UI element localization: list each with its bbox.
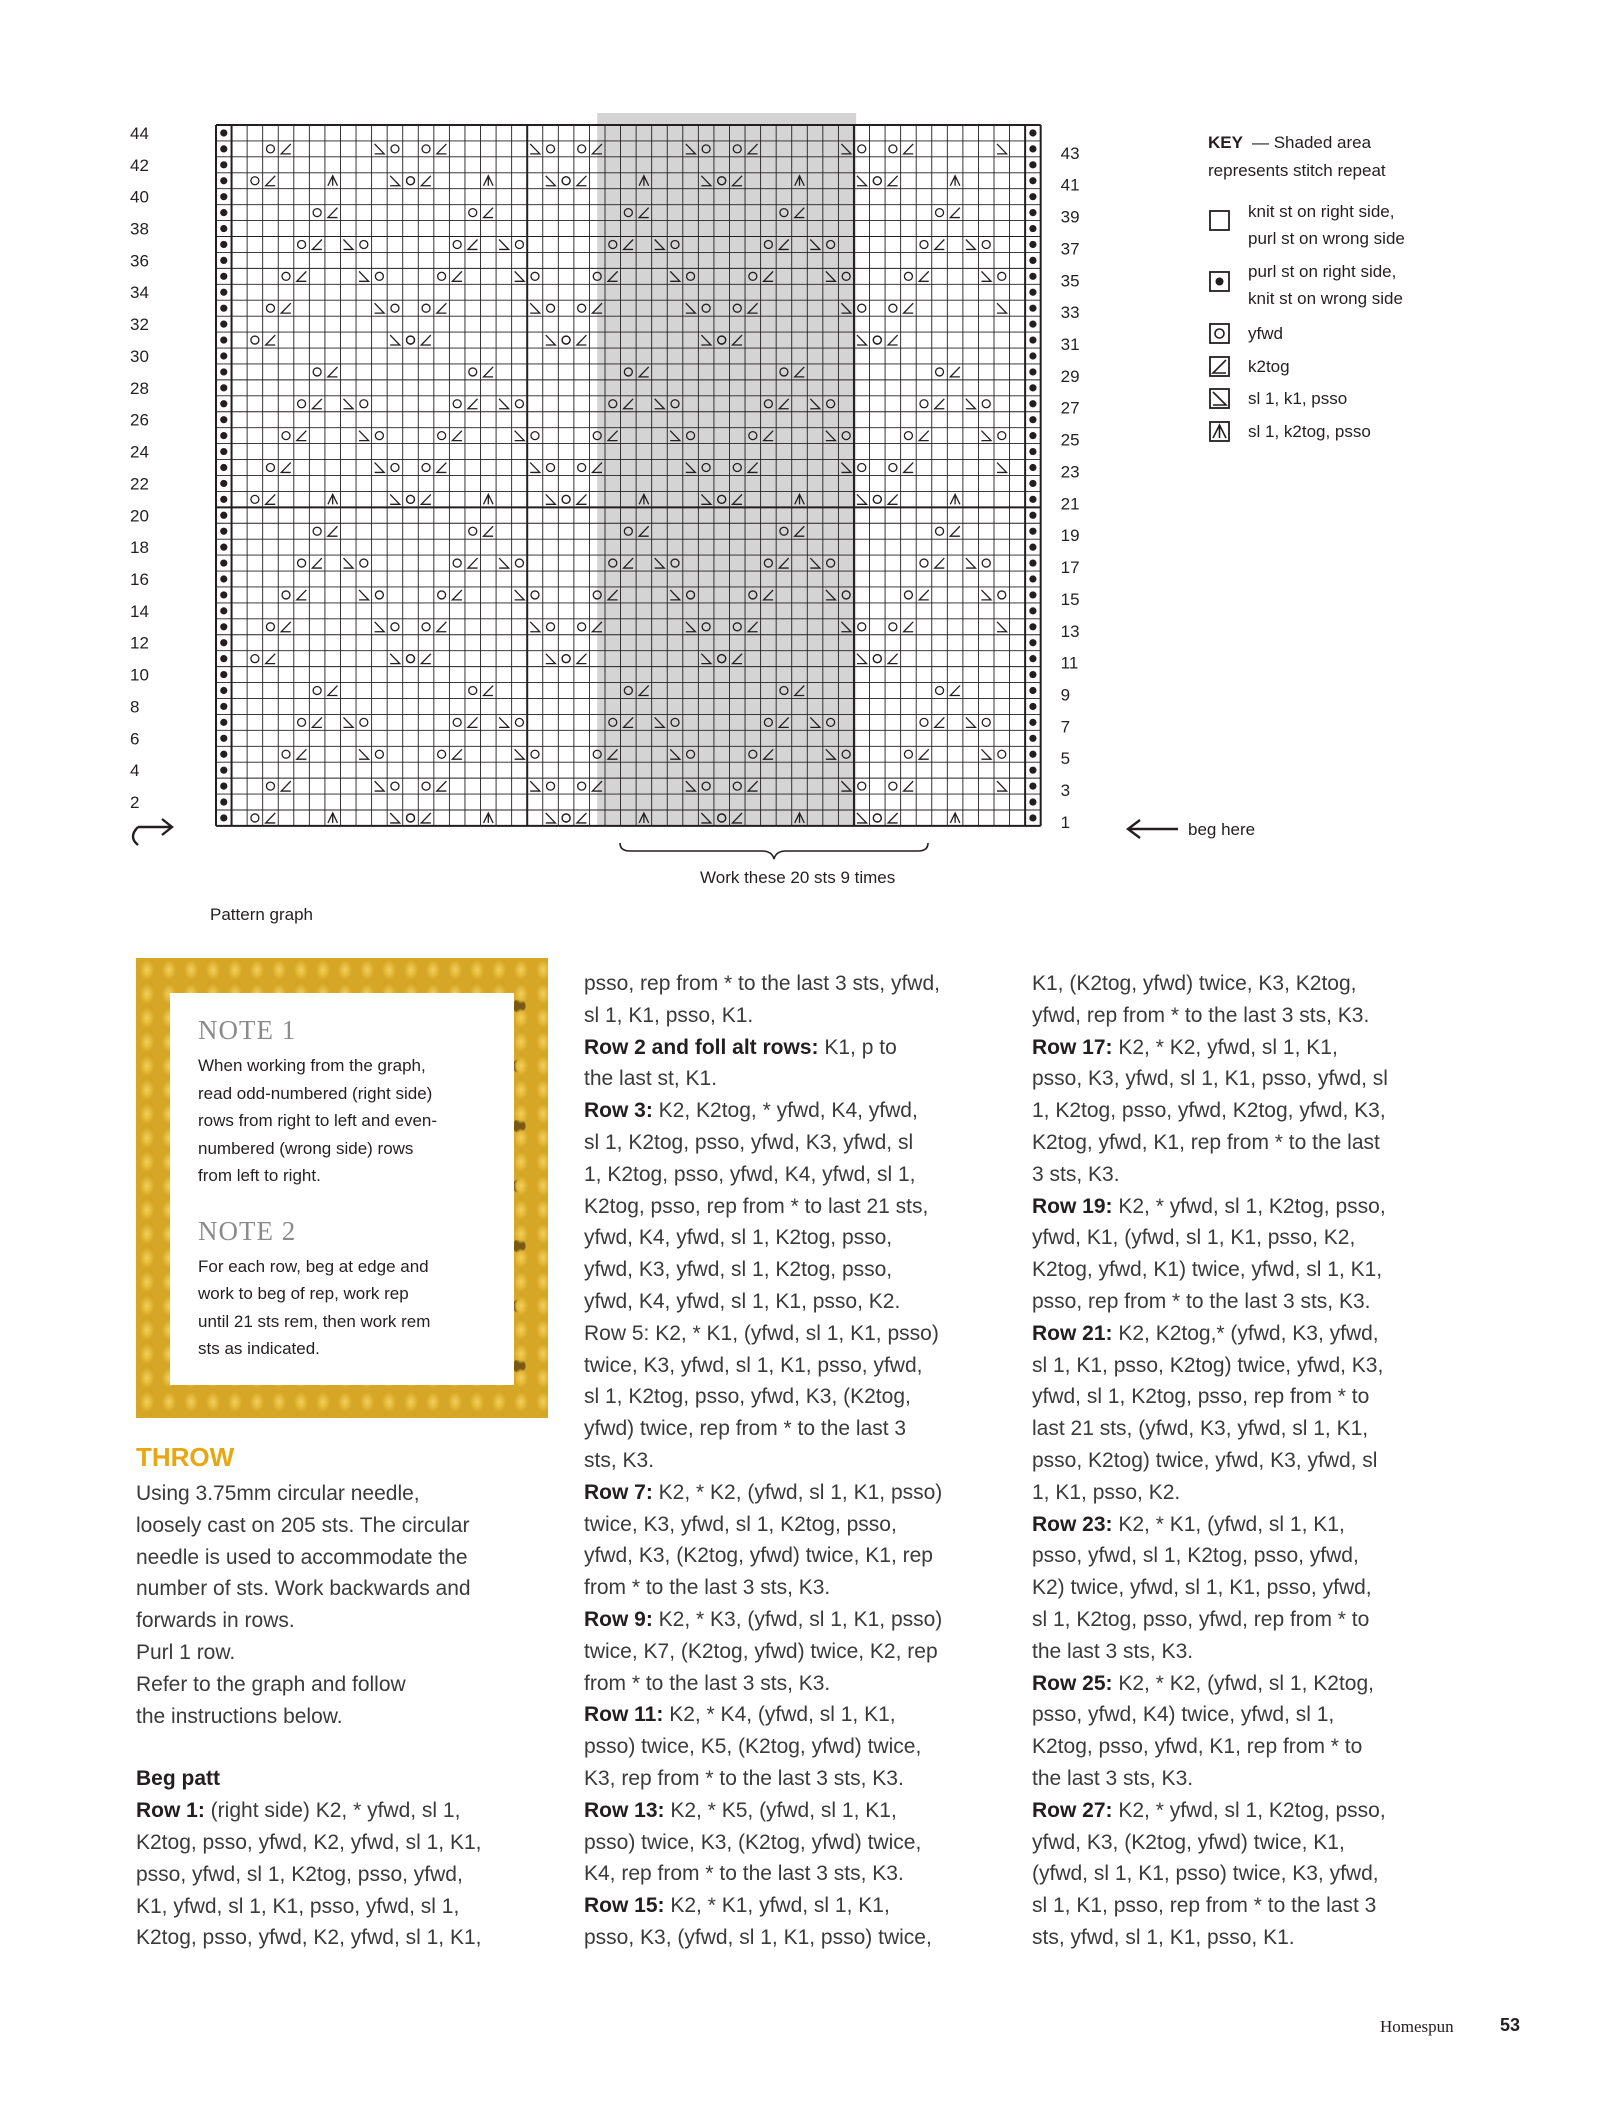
instruction-line: K2tog, psso, yfwd, K1, rep from * to [1032, 1735, 1363, 1759]
instruction-line: yfwd, K3, (K2tog, yfwd) twice, K1, rep [584, 1544, 933, 1568]
instruction-line: K2) twice, yfwd, sl 1, K1, psso, yfwd, [1032, 1576, 1372, 1600]
wrong-side-start-arrow-icon [133, 819, 172, 845]
instruction-line: K2tog, yfwd, K1) twice, yfwd, sl 1, K1, [1032, 1258, 1383, 1282]
row-label: Row 9: [584, 1607, 653, 1631]
instruction-line: K2tog, yfwd, K1, rep from * to the last [1032, 1130, 1380, 1154]
row-number: 37 [1060, 239, 1080, 259]
instruction-line: 1, K1, psso, K2. [1032, 1480, 1181, 1504]
instruction-line: yfwd, K3, yfwd, sl 1, K2tog, psso, [584, 1258, 893, 1282]
row-number: 25 [1060, 430, 1080, 450]
instruction-line: psso) twice, K5, (K2tog, yfwd) twice, [584, 1735, 922, 1759]
row-number: 33 [1060, 303, 1080, 323]
note-2-title: NOTE 2 [198, 1215, 297, 1246]
odd-row-numbers [1061, 144, 1080, 832]
row-number: 39 [1060, 207, 1080, 227]
instruction-line: Row 7: K2, * K2, (yfwd, sl 1, K1, psso) [584, 1480, 943, 1504]
instruction-line: sl 1, K2tog, psso, yfwd, K3, (K2tog, [584, 1385, 911, 1409]
key-sl1-k2tog-psso: sl 1, k2tog, psso [1248, 422, 1371, 441]
instruction-line: Row 5: K2, * K1, (yfwd, sl 1, K1, psso) [584, 1321, 939, 1345]
row-number: 41 [1060, 175, 1080, 195]
row-label: Row 17: [1032, 1035, 1113, 1059]
row-number: 18 [130, 538, 149, 558]
instruction-line: sl 1, K2tog, psso, yfwd, rep from * to [1032, 1607, 1370, 1631]
instruction-line: K4, rep from * to the last 3 sts, K3. [584, 1862, 904, 1886]
key-k2tog: k2tog [1248, 357, 1290, 376]
row-number: 38 [130, 219, 149, 239]
instruction-line: Row 27: K2, * yfwd, sl 1, K2tog, psso, [1032, 1798, 1386, 1822]
instruction-line: psso, K2tog) twice, yfwd, K3, yfwd, sl [1032, 1448, 1378, 1472]
instruction-line: psso, rep from * to the last 3 sts, yfwd, [584, 972, 940, 995]
row-number: 17 [1060, 558, 1080, 578]
instruction-line: Row 17: K2, * K2, yfwd, sl 1, K1, [1032, 1035, 1338, 1059]
row-label: Row 11: [584, 1703, 664, 1727]
instruction-line: sts, K3. [584, 1448, 655, 1472]
instruction-line: psso) twice, K3, (K2tog, yfwd) twice, [584, 1830, 922, 1854]
key-sl1-k1-psso: sl 1, k1, psso [1248, 389, 1348, 408]
instruction-line: the last 3 sts, K3. [1032, 1639, 1194, 1663]
row-label: Row 19: [1032, 1194, 1113, 1218]
row-number: 5 [1060, 749, 1071, 769]
instruction-line: (yfwd, sl 1, K1, psso) twice, K3, yfwd, [1032, 1862, 1379, 1886]
row-number: 1 [1060, 812, 1071, 832]
instruction-line: sl 1, K2tog, psso, yfwd, K3, yfwd, sl [584, 1130, 914, 1154]
row-label: Row 3: [584, 1099, 653, 1123]
note-2-body: For each row, beg at edge and work to beg of rep, work rep until 21 sts rem, then work rem sts as indicated. [198, 1256, 431, 1358]
row-number: 28 [130, 378, 149, 398]
row-number: 4 [130, 761, 140, 781]
row-label: Row 25: [1032, 1671, 1113, 1695]
key-purl-line2: knit st on wrong side [1248, 289, 1403, 308]
key-purl-line1: purl st on right side, [1248, 262, 1397, 281]
row-label: Row 15: [584, 1894, 665, 1918]
row-number: 32 [130, 315, 149, 335]
instruction-line: Row 23: K2, * K1, (yfwd, sl 1, K1, [1032, 1512, 1345, 1536]
row-label: Row 7: [584, 1480, 653, 1504]
instruction-line: psso, rep from * to the last 3 sts, K3. [1032, 1289, 1371, 1313]
key-subtitle-1: — Shaded area [1252, 133, 1372, 152]
row-number: 14 [130, 601, 149, 621]
row-number: 10 [130, 665, 149, 685]
instruction-line: Row 19: K2, * yfwd, sl 1, K2tog, psso, [1032, 1194, 1386, 1218]
page-number: 53 [1500, 2015, 1521, 2035]
dot-square-icon [1210, 272, 1229, 291]
row-number: 9 [1060, 685, 1071, 705]
instruction-line: yfwd, rep from * to the last 3 sts, K3. [1032, 1003, 1370, 1027]
instruction-line: Row 11: K2, * K4, (yfwd, sl 1, K1, [584, 1703, 896, 1727]
row-number: 8 [130, 697, 140, 717]
row-number: 22 [130, 474, 149, 494]
row-number: 6 [130, 729, 140, 749]
row-number: 19 [1060, 526, 1080, 546]
row-label: Row 23: [1032, 1512, 1113, 1536]
note-1-body: When working from the graph, read odd-numbered (right side) rows from right to left and even- numbered (wrong side) rows from left to right. [198, 1056, 438, 1185]
k2tog-icon [1210, 357, 1229, 376]
instruction-line: twice, K7, (K2tog, yfwd) twice, K2, rep [584, 1639, 938, 1663]
instruction-line: Row 15: K2, * K1, yfwd, sl 1, K1, [584, 1894, 890, 1918]
instruction-line: sl 1, K1, psso, K1. [584, 1003, 754, 1027]
blank-square-icon [1210, 211, 1229, 230]
throw-heading: THROW [136, 1442, 235, 1472]
row-number: 2 [130, 792, 140, 812]
instruction-line: Row 21: K2, K2tog,* (yfwd, K3, yfwd, [1032, 1321, 1379, 1345]
row-label: Row 27: [1032, 1798, 1113, 1822]
instruction-line: from * to the last 3 sts, K3. [584, 1576, 831, 1600]
svg-text:KEY [1208, 133, 1244, 152]
row-label: Row 13: [584, 1798, 665, 1822]
row-number: 16 [130, 569, 149, 589]
row-number: 23 [1060, 462, 1080, 482]
yfwd-icon [1210, 324, 1229, 343]
row-number: 20 [130, 506, 149, 526]
row-number: 13 [1060, 621, 1080, 641]
row-number: 43 [1060, 143, 1080, 163]
key-title: KEY [1208, 133, 1243, 152]
instruction-line: last 21 sts, (yfwd, K3, yfwd, sl 1, K1, [1032, 1417, 1369, 1441]
row-1-label: Row 1: [136, 1799, 205, 1823]
row-number: 7 [1060, 717, 1071, 737]
beg-patt-heading: Beg patt [136, 1767, 220, 1791]
instruction-line: K3, rep from * to the last 3 sts, K3. [584, 1766, 904, 1790]
row-number: 29 [1060, 366, 1080, 386]
repeat-bracket [620, 843, 928, 859]
row-label: Row 21: [1032, 1321, 1113, 1345]
pattern-graph-caption: Pattern graph [210, 905, 314, 924]
row-number: 40 [130, 187, 149, 207]
row-number: 44 [130, 123, 149, 143]
instruction-line: yfwd) twice, rep from * to the last 3 [584, 1417, 907, 1441]
row-number: 34 [130, 283, 149, 303]
key-knit-line2: purl st on wrong side [1248, 229, 1405, 248]
instruction-line: 3 sts, K3. [1032, 1162, 1120, 1186]
instruction-line: sl 1, K1, psso, rep from * to the last 3 [1032, 1894, 1377, 1918]
repeat-label: Work these 20 sts 9 times [700, 868, 896, 887]
instruction-line: Row 3: K2, K2tog, * yfwd, K4, yfwd, [584, 1099, 918, 1123]
key-subtitle-2: represents stitch repeat [1208, 161, 1386, 180]
row-number: 3 [1060, 781, 1071, 801]
row-label: Row 2 and foll alt rows: [584, 1035, 819, 1059]
row-number: 11 [1060, 653, 1079, 673]
instruction-line: the last 3 sts, K3. [1032, 1766, 1194, 1790]
row-number: 27 [1060, 398, 1080, 418]
instruction-line: 1, K2tog, psso, yfwd, K4, yfwd, sl 1, [584, 1162, 916, 1186]
instruction-line: yfwd, K3, (K2tog, yfwd) twice, K1, [1032, 1830, 1345, 1854]
sl1-k1-psso-icon [1210, 389, 1229, 408]
instruction-line: twice, K3, yfwd, sl 1, K1, psso, yfwd, [584, 1353, 923, 1377]
even-row-numbers [130, 124, 149, 812]
row-number: 42 [130, 155, 149, 175]
pattern-graph [130, 123, 1405, 925]
instruction-line: sl 1, K1, psso, K2tog) twice, yfwd, K3, [1032, 1353, 1384, 1377]
instruction-line: twice, K3, yfwd, sl 1, K2tog, psso, [584, 1512, 897, 1536]
chart-key [1208, 133, 1405, 441]
row-number: 30 [130, 346, 149, 366]
instruction-line: sts, yfwd, sl 1, K1, psso, K1. [1032, 1925, 1295, 1949]
row-number: 36 [130, 251, 149, 271]
instruction-line: K2tog, psso, rep from * to last 21 sts, [584, 1194, 929, 1218]
instruction-line: psso, K3, (yfwd, sl 1, K1, psso) twice, [584, 1925, 932, 1949]
instruction-line: the last st, K1. [584, 1067, 718, 1091]
beg-here-arrow-icon [1128, 820, 1178, 838]
magazine-name: Homespun [1380, 2017, 1454, 2036]
instruction-line: K1, (K2tog, yfwd) twice, K3, K2tog, [1032, 972, 1357, 995]
key-knit-line1: knit st on right side, [1248, 202, 1395, 221]
instruction-line: yfwd, K4, yfwd, sl 1, K1, psso, K2. [584, 1289, 901, 1313]
row-number: 31 [1060, 335, 1080, 355]
row-number: 21 [1060, 494, 1080, 514]
key-yfwd: yfwd [1248, 324, 1283, 343]
instruction-line: psso, K3, yfwd, sl 1, K1, psso, yfwd, sl [1032, 1067, 1388, 1091]
row-number: 24 [130, 442, 149, 462]
instruction-line: yfwd, K1, (yfwd, sl 1, K1, psso, K2, [1032, 1226, 1356, 1250]
notes-card [170, 993, 514, 1385]
instruction-line: yfwd, sl 1, K2tog, psso, rep from * to [1032, 1385, 1370, 1409]
row-number: 15 [1060, 589, 1080, 609]
beg-here-label: beg here [1188, 820, 1256, 839]
instruction-line: Row 13: K2, * K5, (yfwd, sl 1, K1, [584, 1798, 897, 1822]
instruction-line: 1, K2tog, psso, yfwd, K2tog, yfwd, K3, [1032, 1099, 1386, 1123]
instruction-line: psso, yfwd, K4) twice, yfwd, sl 1, [1032, 1703, 1335, 1727]
row-number: 26 [130, 410, 149, 430]
instructions-column-3 [1032, 968, 1472, 1954]
instructions-column-2 [584, 968, 1024, 1954]
row-number: 12 [130, 633, 149, 653]
throw-instructions: Using 3.75mm circular needle, loosely cast on 205 sts. The circular needle is used to accommodate the number of sts. Work backwards and forwards in rows. Purl 1 row. Refer to the graph and follow the instructions below. Beg patt Row 1: (right side) K2, * yfwd, sl 1, K2tog, psso, yfwd, K2, yfwd, sl 1, K1, psso, yfwd, sl 1, K2tog, psso, yfwd, K1, yfwd, sl 1, K1, psso, yfwd, sl 1, K2tog, psso, yfwd, K2, yfwd, sl 1, K1, [136, 1482, 482, 1950]
instruction-line: psso, yfwd, sl 1, K2tog, psso, yfwd, [1032, 1544, 1359, 1568]
instruction-line: yfwd, K4, yfwd, sl 1, K2tog, psso, [584, 1226, 893, 1250]
note-1-title: NOTE 1 [198, 1015, 297, 1045]
sl1-k2tog-psso-icon [1210, 422, 1229, 441]
instruction-line: Row 25: K2, * K2, (yfwd, sl 1, K2tog, [1032, 1671, 1374, 1695]
row-number: 35 [1060, 271, 1080, 291]
instruction-line: Row 2 and foll alt rows: K1, p to [584, 1035, 897, 1059]
instruction-line: from * to the last 3 sts, K3. [584, 1671, 831, 1695]
instruction-line: Row 9: K2, * K3, (yfwd, sl 1, K1, psso) [584, 1607, 943, 1631]
